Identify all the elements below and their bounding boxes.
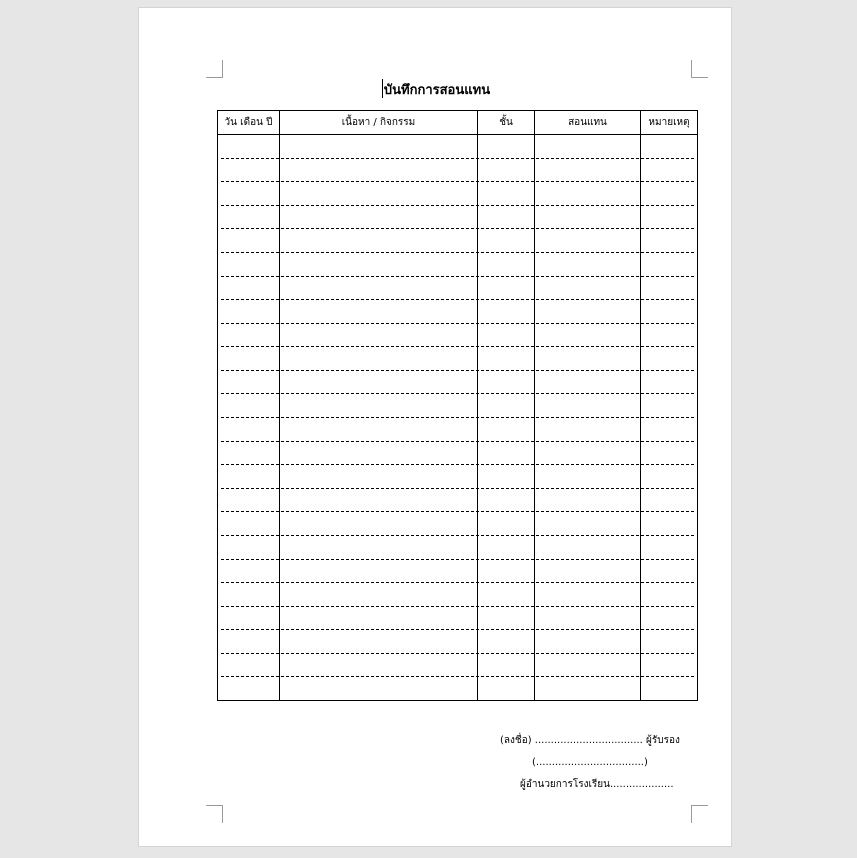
table-row-line	[221, 181, 694, 182]
table-header-row	[218, 111, 697, 135]
document-title-line[interactable]	[139, 79, 733, 100]
signature-line-1[interactable]: (ลงชื่อ) .................................. ผู้รับรอง	[500, 735, 680, 746]
header-remarks[interactable]: หมายเหตุ	[648, 117, 690, 128]
table-row-line	[221, 464, 694, 465]
table-row-line	[221, 346, 694, 347]
margin-corner-bottom-left	[206, 805, 223, 823]
table-row-line	[221, 653, 694, 654]
table-row-line	[221, 228, 694, 229]
margin-corner-top-right	[691, 60, 708, 78]
record-table	[217, 110, 698, 701]
margin-corner-top-left	[206, 60, 223, 78]
margin-corner-bottom-right	[691, 805, 708, 823]
table-row-line	[221, 299, 694, 300]
column-divider	[534, 111, 535, 700]
column-divider	[279, 111, 280, 700]
text-cursor	[382, 79, 383, 98]
column-divider	[640, 111, 641, 700]
signature-name-line[interactable]: (..................................)	[532, 757, 648, 768]
table-row-line	[221, 606, 694, 607]
table-row-line	[221, 323, 694, 324]
table-row-line	[221, 370, 694, 371]
column-divider	[477, 111, 478, 700]
table-row-line	[221, 393, 694, 394]
table-row-line	[221, 252, 694, 253]
table-row-line	[221, 559, 694, 560]
header-content[interactable]: เนื้อหา / กิจกรรม	[341, 117, 416, 128]
document-page	[138, 7, 732, 847]
table-row-line	[221, 205, 694, 206]
table-row-line	[221, 276, 694, 277]
table-row-line	[221, 488, 694, 489]
table-row-line	[221, 700, 694, 701]
header-date[interactable]: วัน เดือน ปี	[224, 117, 273, 128]
table-row-line	[221, 511, 694, 512]
table-row-line	[221, 535, 694, 536]
document-title[interactable]: บันทึกการสอนแทน	[383, 83, 491, 98]
table-row-line	[221, 582, 694, 583]
table-row-line	[221, 676, 694, 677]
table-row-line	[221, 441, 694, 442]
header-class[interactable]: ชั้น	[499, 117, 513, 128]
table-row-line	[221, 158, 694, 159]
table-row-line	[221, 629, 694, 630]
signature-position-line[interactable]: ผู้อำนวยการโรงเรียน....................	[520, 779, 674, 790]
header-substitute[interactable]: สอนแทน	[568, 117, 607, 128]
table-row-line	[221, 417, 694, 418]
